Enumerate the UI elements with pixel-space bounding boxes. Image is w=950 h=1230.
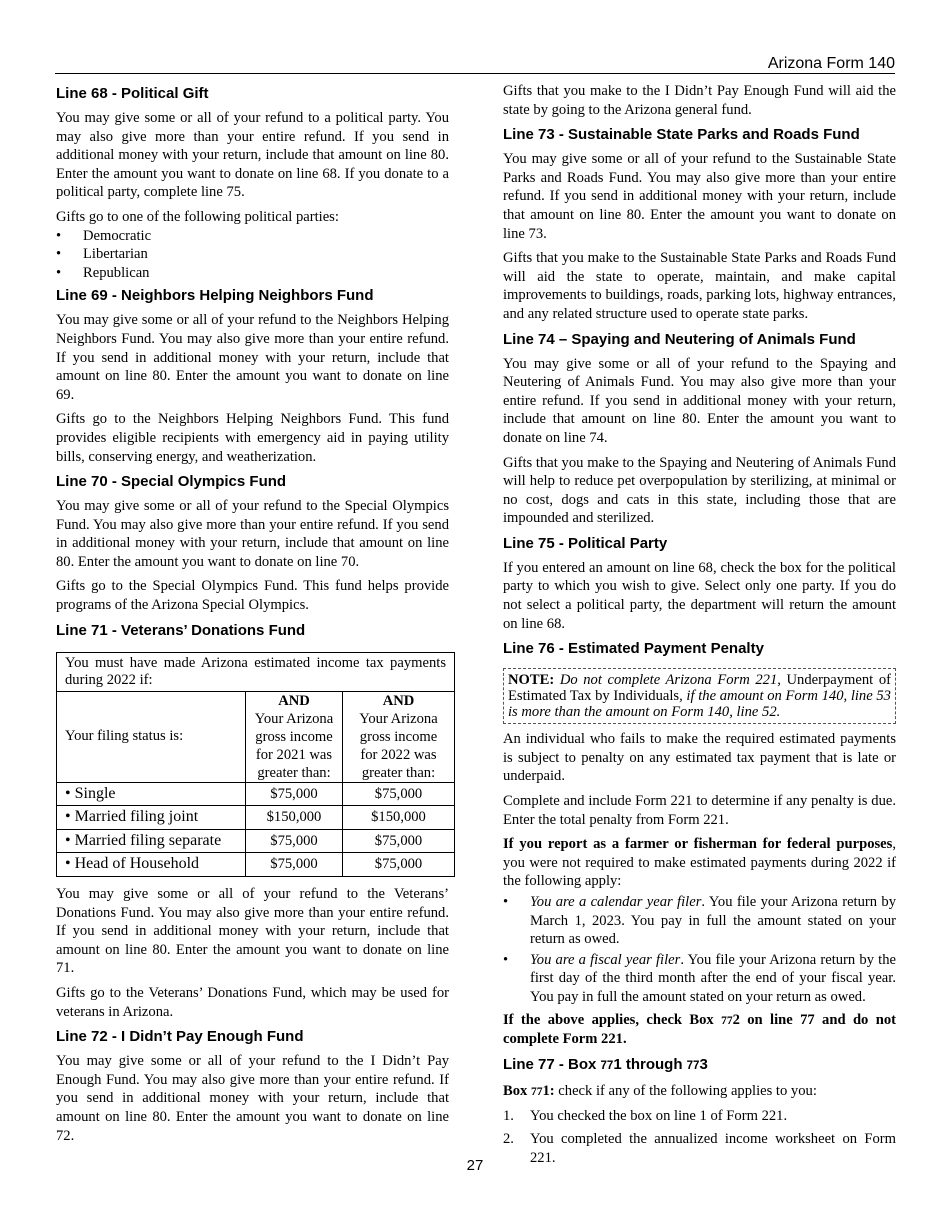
political-parties-list [56,227,449,283]
form-title: Arizona Form 140 [767,55,895,72]
line-75-paragraph-1: If you entered an amount on line 68, check the box for the political party to which you wish to give. Select only one party. If you do not select a political party, the department will return the amount on line 68. [503,559,896,632]
note-text-a: Do not complete Arizona Form 221, [554,672,781,689]
calendar-filer-label: You are a calendar year filer [530,894,702,910]
line-76-paragraph-1: An individual who fails to make the required estimated payments is subject to penalty on any estimated tax payment that is late or underpaid. [503,731,896,785]
line-69-paragraph-2: Gifts go to the Neighbors Helping Neighbors Fund. This fund provides eligible recipients with emergency aid in paying utility bills, conserving energy, and weatherization. [56,411,449,465]
estimated-payments-table [56,652,455,877]
label-part: Box [503,1082,531,1099]
calendar-filer-text: . You file your Arizona return by March 1, 2023. You pay in full the amount stated on your return as owed. [530,894,896,948]
line-72-paragraph-1: You may give some or all of your refund to the I Didn’t Pay Enough Fund. You may also give more than your entire refund. If you send in additional money with your return, include that amount on line 80. Enter the amount you want to donate on line 72. [56,1053,449,1144]
box-771-label [503,1083,555,1099]
line-69-paragraph-1: You may give some or all of your refund to the Neighbors Helping Neighbors Fund. You may also give more than your entire refund. If you send in additional money with your return, include that amount on line 80. Enter the amount you want to donate on line 69. [56,312,449,403]
col-2021-line: Your Arizona [254,710,334,727]
header-rule [55,73,895,74]
line-74-paragraph-2: Gifts that you make to the Spaying and Neutering of Animals Fund will help to reduce pet overpopulation by sterilizing, at minimal or no cost, dogs and cats in this state, including those that are impounded and sterilized. [503,454,896,527]
fiscal-filer-label: You are a fiscal year filer [530,951,681,968]
note-text-c: , if the amount on Form 140, line 53 is more than the amount on Form 140, line 52. [508,688,891,721]
line-71-heading: Line 71 - Veterans’ Donations Fund [56,621,306,639]
line-76-heading: Line 76 - Estimated Payment Penalty [503,640,764,658]
table-row [57,806,455,830]
line-73-paragraph-2: Gifts that you make to the Sustainable State Parks and Roads Fund will aid the state to operate, maintain, and make capital improvements to buildings, roads, parking lots, highway entrances, and any related structure used to operate state parks. [503,250,896,322]
list-item: • Democratic [56,227,449,246]
line-68-heading: Line 68 - Political Gift [56,85,209,102]
col-2021-line: gross income [255,728,333,745]
col-2022-line: for 2022 was [360,746,437,763]
instr-part: If the above applies, check Box [503,1011,722,1028]
table-row [57,853,455,877]
income-2022: $75,000 [343,782,455,806]
list-item [503,893,896,949]
line-68-paragraph-2: Gifts go to one of the following political parties: [56,208,339,225]
income-2022: $75,000 [343,829,455,853]
table-row [57,782,455,806]
item-number: 2. [503,1130,514,1147]
income-2021: $150,000 [246,806,343,830]
col-2021-line: for 2021 was [255,746,333,763]
line-76-paragraph-3 [503,835,896,891]
note-label: NOTE: [508,672,555,689]
line-76-instruction [503,1011,896,1049]
filing-status: • Single [57,782,246,806]
line-73-heading: Line 73 - Sustainable State Parks and Roads Fund [503,126,860,144]
line-71-paragraph-1: You may give some or all of your refund to the Veterans’ Donations Fund. You may also give more than your entire refund. If you send in additional money with your return, include that amount on line 80. Enter the amount you want to donate on line 71. [56,886,449,977]
note-box [503,668,896,724]
line-77-heading [503,1055,896,1076]
left-column [56,82,449,1151]
right-column [503,82,896,1171]
farmer-bold: If you report as a farmer or fisherman for federal purposes [503,836,893,853]
col-2022-line: Your Arizona [359,710,438,727]
line-74-paragraph-1: You may give some or all of your refund to the Spaying and Neutering of Animals Fund. You may also give more than your entire refund. If you send in additional money with your return, include that amount on line 80. Enter the amount you want to donate on line 74. [503,355,896,446]
box-771-text: check if any of the following applies to you: [554,1082,817,1099]
column-2022-header [343,691,455,782]
column-2021-header [246,691,343,782]
fiscal-filer-text: . You file your Arizona return by the first day of the third month after the end of your fiscal year. You pay in full the amount stated on your return as owed. [530,951,896,1005]
item-text: You completed the annualized income worksheet on Form 221. [530,1130,896,1166]
line-70-heading: Line 70 - Special Olympics Fund [56,473,287,491]
line-69-heading: Line 69 - Neighbors Helping Neighbors Fund [56,287,374,305]
income-2021: $75,000 [246,853,343,877]
table-row [57,829,455,853]
line-76-paragraph-2: Complete and include Form 221 to determine if any penalty is due. Enter the total penalty from Form 221. [503,793,896,828]
line-72-heading: Line 72 - I Didn’t Pay Enough Fund [56,1028,304,1046]
line-70-paragraph-2: Gifts go to the Special Olympics Fund. This fund helps provide programs of the Arizona Special Olympics. [56,578,449,614]
note-text-b: Underpayment of Estimated Tax by Individuals [508,672,891,705]
income-2022: $150,000 [343,806,455,830]
line-72-continuation: Gifts that you make to the I Didn’t Pay Enough Fund will aid the state by going to the Arizona general fund. [503,83,896,118]
box-code: 77 [600,1059,614,1072]
income-2022: $75,000 [343,853,455,877]
income-2021: $75,000 [246,829,343,853]
line-74-heading: Line 74 – Spaying and Neutering of Animals Fund [503,330,856,348]
col-2022-line: greater than: [361,764,436,781]
line-68-paragraph-1: You may give some or all of your refund to a political party. You may also give more than your entire refund. If you send in additional money with your return, include that amount on line 80. Enter the amount you want to donate on line 68. If you donate to a political party, complete line 75. [56,110,449,201]
heading-part: 1 through [613,1055,687,1073]
farmer-text: , you were not required to make estimated payments during 2022 if the following apply: [503,836,896,890]
and-label: AND [278,692,310,709]
filing-status-label: Your filing status is: [57,691,246,782]
list-item: • Republican [56,264,449,283]
box-code: 77 [530,1085,543,1098]
filing-status: • Married filing joint [57,806,246,830]
heading-part: 3 [699,1055,708,1073]
box-code: 77 [721,1014,733,1027]
list-item [503,951,896,1007]
table-header: You must have made Arizona estimated income tax payments during 2022 if: [57,652,455,691]
page-number: 27 [466,1157,484,1174]
line-75-heading: Line 75 - Political Party [503,534,668,552]
list-item [503,1107,896,1126]
list-item: • Libertarian [56,245,449,264]
instr-part: 2 on line 77 and do not complete Form 221. [503,1011,896,1048]
label-part: 1: [542,1082,555,1099]
filer-conditions-list [503,893,896,1007]
col-2022-line: gross income [359,728,438,745]
filing-status: • Married filing separate [57,829,246,853]
line-73-paragraph-1: You may give some or all of your refund to the Sustainable State Parks and Roads Fund. You may also give more than your entire refund. If you send in additional money with your return, include that amount on line 80. Enter the amount you want to donate on line 73. [503,151,896,242]
item-number: 1. [503,1108,514,1125]
col-2021-line: greater than: [257,764,331,781]
filing-status: • Head of Household [57,853,246,877]
heading-part: Line 77 - Box [503,1055,601,1073]
income-2021: $75,000 [246,782,343,806]
box-771-paragraph [503,1082,896,1102]
item-text: You checked the box on line 1 of Form 221. [530,1108,788,1125]
and-label: AND [382,692,415,709]
box-code: 77 [686,1059,700,1072]
line-70-paragraph-1: You may give some or all of your refund to the Special Olympics Fund. You may also give more than your entire refund. If you send in additional money with your return, include that amount on line 80. Enter the amount you want to donate on line 70. [56,498,449,570]
line-71-paragraph-2: Gifts go to the Veterans’ Donations Fund, which may be used for veterans in Arizona. [56,985,449,1020]
